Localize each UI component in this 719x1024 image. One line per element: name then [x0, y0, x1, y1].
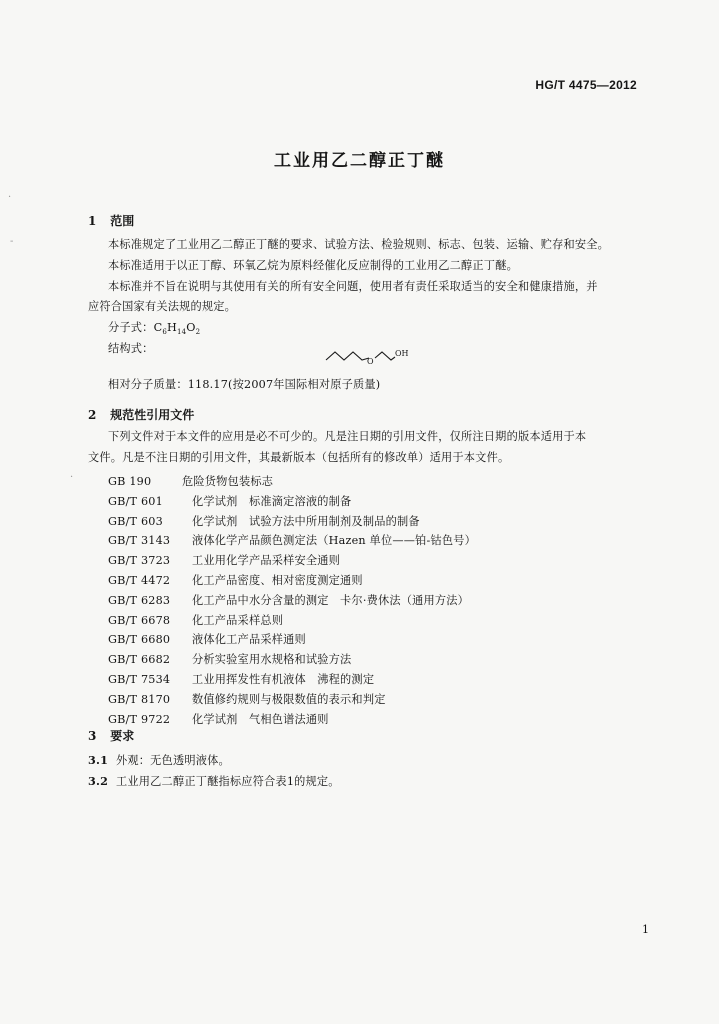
reference-code: GB/T 9722: [108, 712, 171, 726]
reference-title: 化学试剂 标准滴定溶液的制备: [192, 494, 352, 508]
structural-formula-diagram: [324, 338, 414, 368]
section-number: 3: [88, 729, 97, 743]
formula-label: 分子式：: [108, 321, 154, 334]
reference-code: GB/T 601: [108, 494, 163, 508]
requirement-text: 工业用乙二醇正丁醚指标应符合表1的规定。: [116, 775, 340, 788]
requirement-text: 外观：无色透明液体。: [116, 754, 230, 767]
reference-title: 化学试剂 气相色谱法通则: [192, 712, 329, 726]
molar-mass: 相对分子质量：118.17(按2007年国际相对原子质量): [108, 378, 381, 391]
document-title: 工业用乙二醇正丁醚: [274, 151, 445, 171]
reference-title: 工业用挥发性有机液体 沸程的测定: [192, 672, 375, 686]
reference-code: GB/T 4472: [108, 573, 171, 587]
reference-item: [108, 492, 476, 512]
references-intro-line2: 文件。凡是不注日期的引用文件，其最新版本（包括所有的修改单）适用于本文件。: [88, 451, 510, 464]
reference-code: GB/T 603: [108, 514, 163, 528]
reference-item: [108, 710, 476, 730]
scope-paragraph-3-line2: 应符合国家有关法规的规定。: [88, 300, 237, 313]
section-title: 规范性引用文件: [110, 408, 195, 422]
reference-code: GB/T 6682: [108, 653, 171, 667]
reference-title: 化学试剂 试验方法中所用制剂及制品的制备: [192, 514, 420, 528]
reference-title: 化工产品密度、相对密度测定通则: [192, 573, 363, 587]
structure-label: 结构式：: [108, 342, 154, 355]
reference-title: 化工产品中水分含量的测定 卡尔·费休法（通用方法）: [192, 593, 470, 607]
reference-item: [108, 571, 476, 591]
reference-item: [108, 611, 476, 631]
reference-item: [108, 551, 476, 571]
hydroxyl-label: OH: [395, 349, 409, 358]
ethylene-chain: [375, 352, 395, 360]
section-2-heading: [88, 406, 194, 423]
reference-code: GB/T 6283: [108, 593, 171, 607]
reference-title: 工业用化学产品采样安全通则: [192, 554, 341, 568]
butyl-chain: [326, 352, 369, 360]
reference-title: 液体化学产品颜色测定法（Hazen 单位——铂-钴色号）: [192, 534, 477, 548]
reference-list: [108, 472, 476, 729]
scope-paragraph-2: 本标准适用于以正丁醇、环氧乙烷为原料经催化反应制得的工业用乙二醇正丁醚。: [108, 259, 518, 272]
reference-code: GB 190: [108, 475, 152, 488]
reference-item: [108, 472, 476, 492]
standard-code: HG/T 4475—2012: [535, 78, 637, 92]
formula-value: $C_6H_{14}O_2$: [153, 321, 201, 337]
reference-item: [108, 690, 476, 710]
requirement-number: 3.1: [88, 753, 109, 767]
section-title: 范围: [110, 214, 135, 228]
reference-item: [108, 650, 476, 670]
reference-code: GB/T 3723: [108, 554, 171, 568]
reference-code: GB/T 6680: [108, 633, 171, 647]
reference-code: GB/T 7534: [108, 672, 171, 686]
reference-code: GB/T 3143: [108, 534, 171, 548]
reference-item: [108, 591, 476, 611]
scan-mark: ·: [8, 192, 12, 203]
reference-item: [108, 512, 476, 532]
section-title: 要求: [110, 729, 135, 743]
reference-title: 数值修约规则与极限数值的表示和判定: [192, 692, 386, 706]
reference-code: GB/T 6678: [108, 613, 171, 627]
ether-oxygen-label: O: [367, 357, 374, 366]
scan-mark: -: [10, 236, 14, 247]
scan-mark: ·: [70, 472, 74, 483]
page-number: 1: [642, 923, 649, 936]
scope-paragraph-3-line1: 本标准并不旨在说明与其使用有关的所有安全问题，使用者有责任采取适当的安全和健康措施，并: [108, 280, 598, 293]
molecular-formula: [108, 319, 200, 336]
reference-item: [108, 670, 476, 690]
requirement-item: [88, 752, 230, 768]
references-intro-line1: 下列文件对于本文件的应用是必不可少的。凡是注日期的引用文件，仅所注日期的版本适用于本: [108, 430, 587, 443]
section-3-heading: [88, 727, 134, 744]
section-number: 2: [88, 408, 97, 422]
requirement-item: [88, 773, 340, 789]
reference-title: 危险货物包装标志: [182, 475, 274, 488]
requirement-number: 3.2: [88, 774, 109, 788]
reference-title: 液体化工产品采样通则: [192, 633, 306, 647]
reference-item: [108, 630, 476, 650]
reference-title: 化工产品采样总则: [192, 613, 284, 627]
reference-title: 分析实验室用水规格和试验方法: [192, 653, 352, 667]
reference-item: [108, 531, 476, 551]
section-number: 1: [88, 214, 97, 228]
reference-code: GB/T 8170: [108, 692, 171, 706]
section-1-heading: [88, 212, 134, 229]
scope-paragraph-1: 本标准规定了工业用乙二醇正丁醚的要求、试验方法、检验规则、标志、包装、运输、贮存和安全。: [108, 238, 610, 251]
